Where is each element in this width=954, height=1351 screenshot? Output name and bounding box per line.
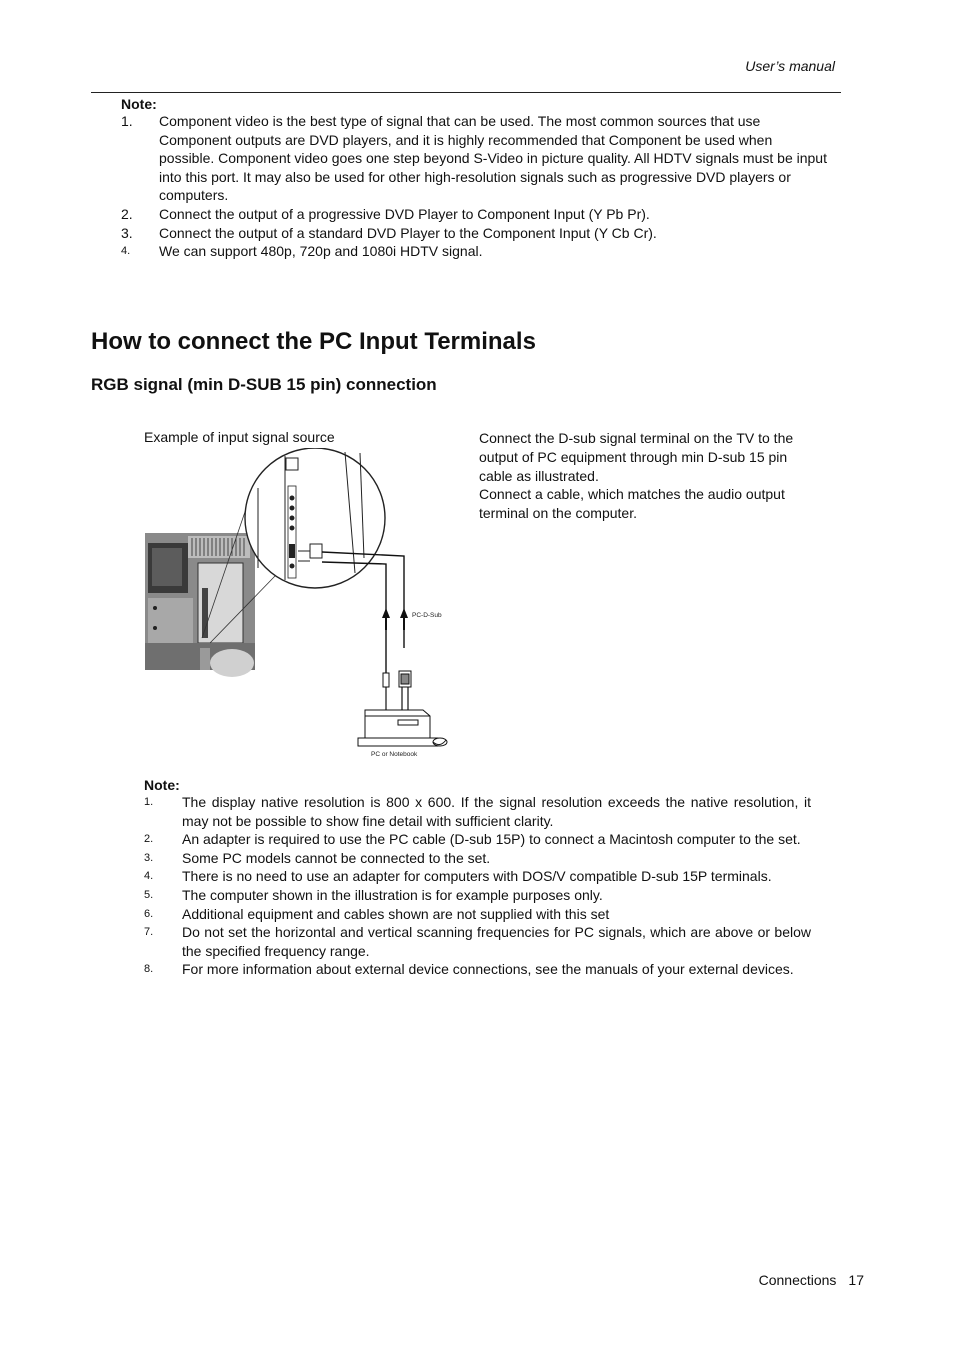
item-text: Additional equipment and cables shown are not supplied with this set [182,905,610,922]
section-title: How to connect the PC Input Terminals [91,328,536,355]
description-paragraph: Connect a cable, which matches the audio output terminal on the computer. [479,486,785,522]
item-number: 4. [121,245,131,258]
item-number: 1. [144,796,154,808]
list-item [144,905,811,924]
item-number: 2. [144,833,154,846]
page-number: 17 [848,1272,864,1288]
note-block-component [121,96,831,261]
list-item [144,830,811,849]
item-number: 6. [144,907,154,920]
running-header: User’s manual [745,58,835,74]
item-number: 1. [121,113,133,129]
list-item [144,849,811,868]
list-item [144,886,811,905]
header-rule [91,92,841,93]
connection-description [479,429,809,523]
list-item [121,205,831,224]
cable-label: PC-D-Sub [412,612,442,619]
list-item [144,960,811,979]
list-item [144,867,811,886]
item-text: For more information about external device connections, see the manuals of your external devices. [182,961,794,978]
computer-icon [358,710,447,746]
tv-rear-panel-illustration [145,533,255,677]
connection-arrow-icon [382,608,408,630]
note-title: Note: [144,777,180,793]
item-text: An adapter is required to use the PC cable (D-sub 15P) to connect a Macintosh computer to the set. [182,831,801,848]
note-title: Note: [121,96,157,112]
description-paragraph: Connect the D-sub signal terminal on the TV to the output of PC equipment through min D-sub 15 pin cable as illustrated. [479,430,794,484]
connection-diagram [140,448,460,763]
item-text: Do not set the horizontal and vertical scanning frequencies for PC signals, which are above or below the specified frequency range. [182,924,811,959]
item-text: Some PC models cannot be connected to the set. [182,849,491,866]
computer-label: PC or Notebook [371,751,418,758]
plug-connectors [383,671,411,710]
zoomed-connector-panel [245,448,385,588]
item-text: We can support 480p, 720p and 1080i HDTV signal. [159,243,483,260]
item-number: 3. [121,224,133,241]
list-item [121,242,831,261]
list-item [121,112,831,205]
item-number: 4. [144,870,154,883]
section-subtitle: RGB signal (min D-SUB 15 pin) connection [91,375,437,394]
item-text: There is no need to use an adapter for computers with DOS/V compatible D-sub 15P terminals. [182,868,772,885]
item-number: 3. [144,851,154,864]
item-number: 5. [144,888,154,901]
item-text: The computer shown in the illustration is for example purposes only. [182,886,603,903]
item-text: The display native resolution is 800 x 600. If the signal resolution exceeds the native resolution, it may not be possible to show fine detail with sufficient clarity. [182,794,811,829]
figure-caption: Example of input signal source [144,429,335,445]
item-text: Component video is the best type of signal that can be used. The most common sources that use Component outputs are DVD players, and it is highly recommended that Component be used when possible. Component video goes one step beyond S-Video in picture quality. All HDTV signals must be input into this port. It may also be used for other high-resolution signals such as progressive DVD players or computers. [159,113,827,204]
item-text: Connect the output of a standard DVD Player to the Component Input (Y Cb Cr). [159,224,657,241]
list-item [144,793,811,830]
item-number: 2. [121,205,133,222]
note-block-pc [144,777,811,979]
list-item [144,923,811,960]
footer-section: Connections [758,1272,837,1288]
item-number: 8. [144,963,154,976]
item-text: Connect the output of a progressive DVD Player to Component Input (Y Pb Pr). [159,205,650,222]
page-footer [759,1272,864,1288]
list-item [121,224,831,243]
item-number: 7. [144,926,154,939]
